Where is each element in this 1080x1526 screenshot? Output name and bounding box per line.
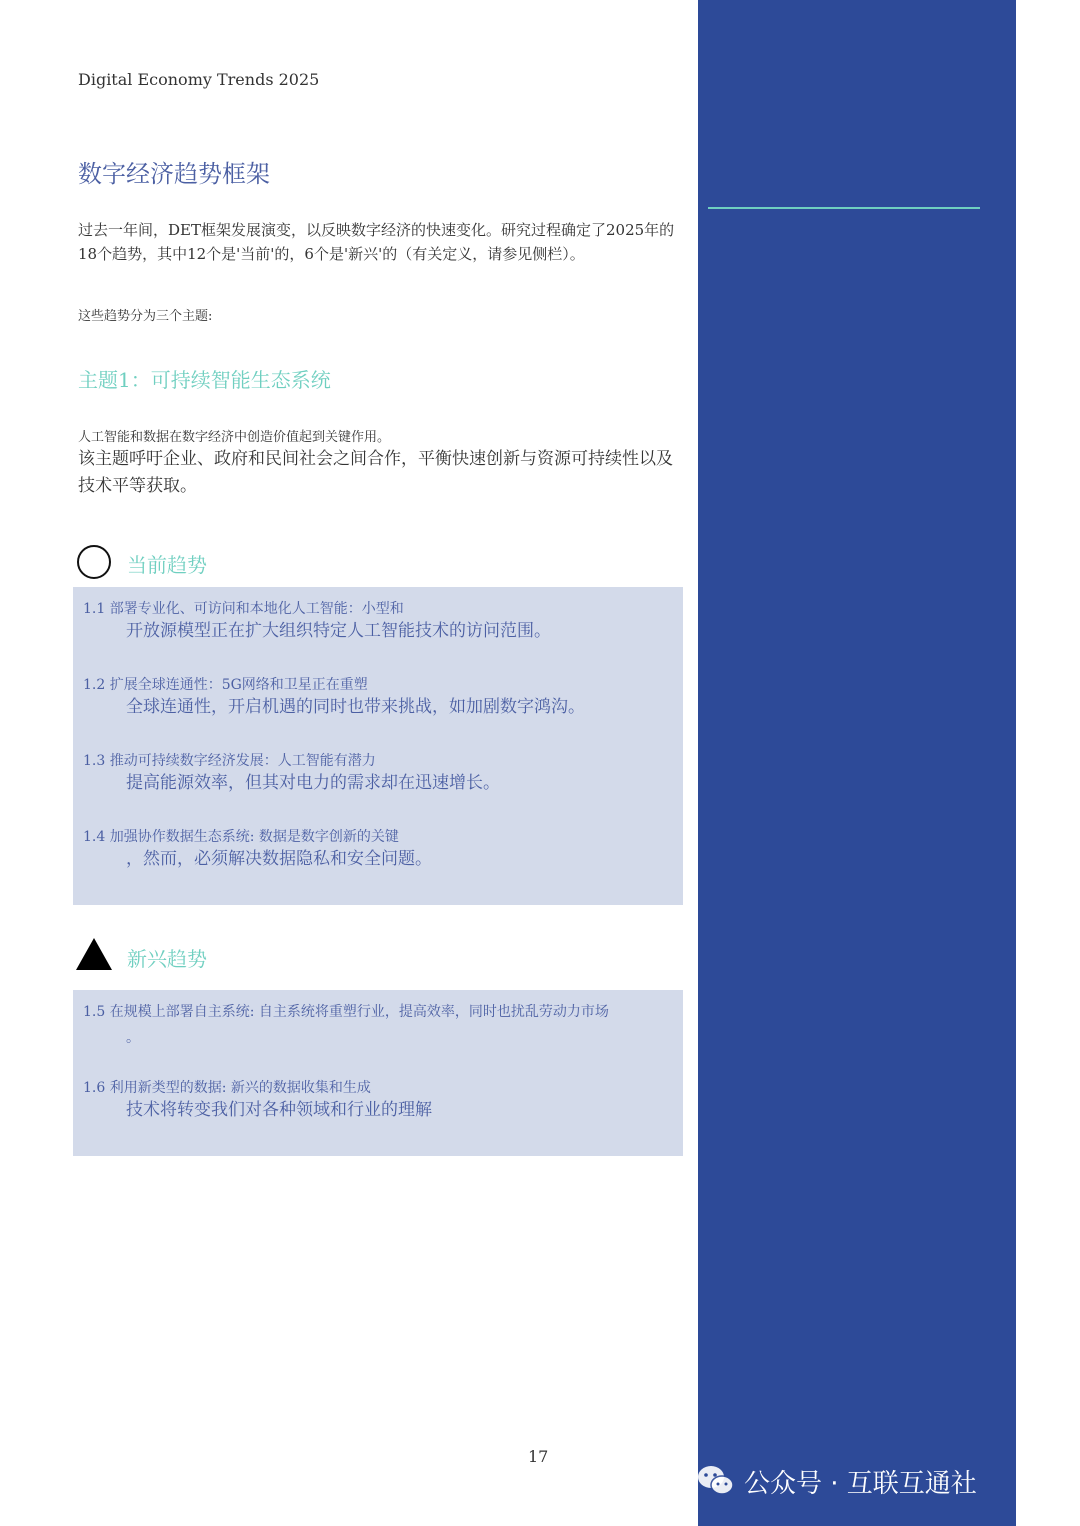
watermark bbox=[696, 1458, 977, 1504]
trend-heading: 1.1 部署专业化、可访问和本地化人工智能：小型和 bbox=[83, 601, 404, 617]
themes-lead: 这些趋势分为三个主题: bbox=[78, 309, 213, 324]
current-trends-box bbox=[73, 587, 683, 905]
theme-description-line1: 人工智能和数据在数字经济中创造价值起到关键作用。 bbox=[78, 430, 391, 445]
trend-item bbox=[83, 827, 673, 871]
trend-heading: 1.2 扩展全球连通性：5G网络和卫星正在重塑 bbox=[83, 677, 368, 693]
trend-heading: 1.3 推动可持续数字经济发展：人工智能有潜力 bbox=[83, 753, 376, 769]
sidebar-panel bbox=[698, 0, 1016, 1526]
emerging-trends-label: 新兴趋势 bbox=[127, 947, 207, 971]
trend-item bbox=[83, 1078, 673, 1122]
watermark-text: 公众号 · 互联互通社 bbox=[744, 1468, 977, 1499]
page-title: 数字经济趋势框架 bbox=[78, 160, 270, 188]
trend-item bbox=[83, 1002, 673, 1050]
triangle-icon bbox=[76, 938, 112, 970]
trend-continuation: 全球连通性，开启机遇的同时也带来挑战，如加剧数字鸿沟。 bbox=[126, 697, 585, 717]
trend-continuation: ，然而，必须解决数据隐私和安全问题。 bbox=[126, 849, 432, 869]
trend-heading: 1.4 加强协作数据生态系统: 数据是数字创新的关键 bbox=[83, 829, 399, 845]
trend-item bbox=[83, 751, 673, 795]
emerging-trends-box bbox=[73, 990, 683, 1156]
sidebar-divider bbox=[708, 207, 980, 209]
intro-paragraph: 过去一年间，DET框架发展演变，以反映数字经济的快速变化。研究过程确定了2025年的18个趋势，其中12个是'当前'的，6个是'新兴'的（有关定义，请参见侧栏）。 bbox=[78, 221, 675, 263]
trend-continuation: 。 bbox=[126, 1030, 140, 1046]
current-trends-label: 当前趋势 bbox=[127, 553, 207, 577]
page-number: 17 bbox=[528, 1447, 549, 1466]
theme-description-line2: 该主题呼吁企业、政府和民间社会之间合作，平衡快速创新与资源可持续性以及技术平等获取。 bbox=[78, 449, 673, 496]
trend-continuation: 提高能源效率，但其对电力的需求却在迅速增长。 bbox=[126, 773, 500, 793]
trend-continuation: 开放源模型正在扩大组织特定人工智能技术的访问范围。 bbox=[126, 621, 551, 641]
trend-item bbox=[83, 675, 673, 719]
trend-heading: 1.6 利用新类型的数据: 新兴的数据收集和生成 bbox=[83, 1080, 371, 1096]
trend-heading: 1.5 在规模上部署自主系统: 自主系统将重塑行业，提高效率，同时也扰乱劳动力市场 bbox=[83, 1004, 609, 1020]
trend-continuation: 技术将转变我们对各种领域和行业的理解 bbox=[126, 1100, 432, 1120]
trend-item bbox=[83, 599, 673, 643]
running-header: Digital Economy Trends 2025 bbox=[78, 70, 320, 89]
theme-heading: 主题1：可持续智能生态系统 bbox=[78, 368, 331, 392]
wechat-icon bbox=[696, 1464, 736, 1498]
circle-icon bbox=[77, 545, 111, 579]
